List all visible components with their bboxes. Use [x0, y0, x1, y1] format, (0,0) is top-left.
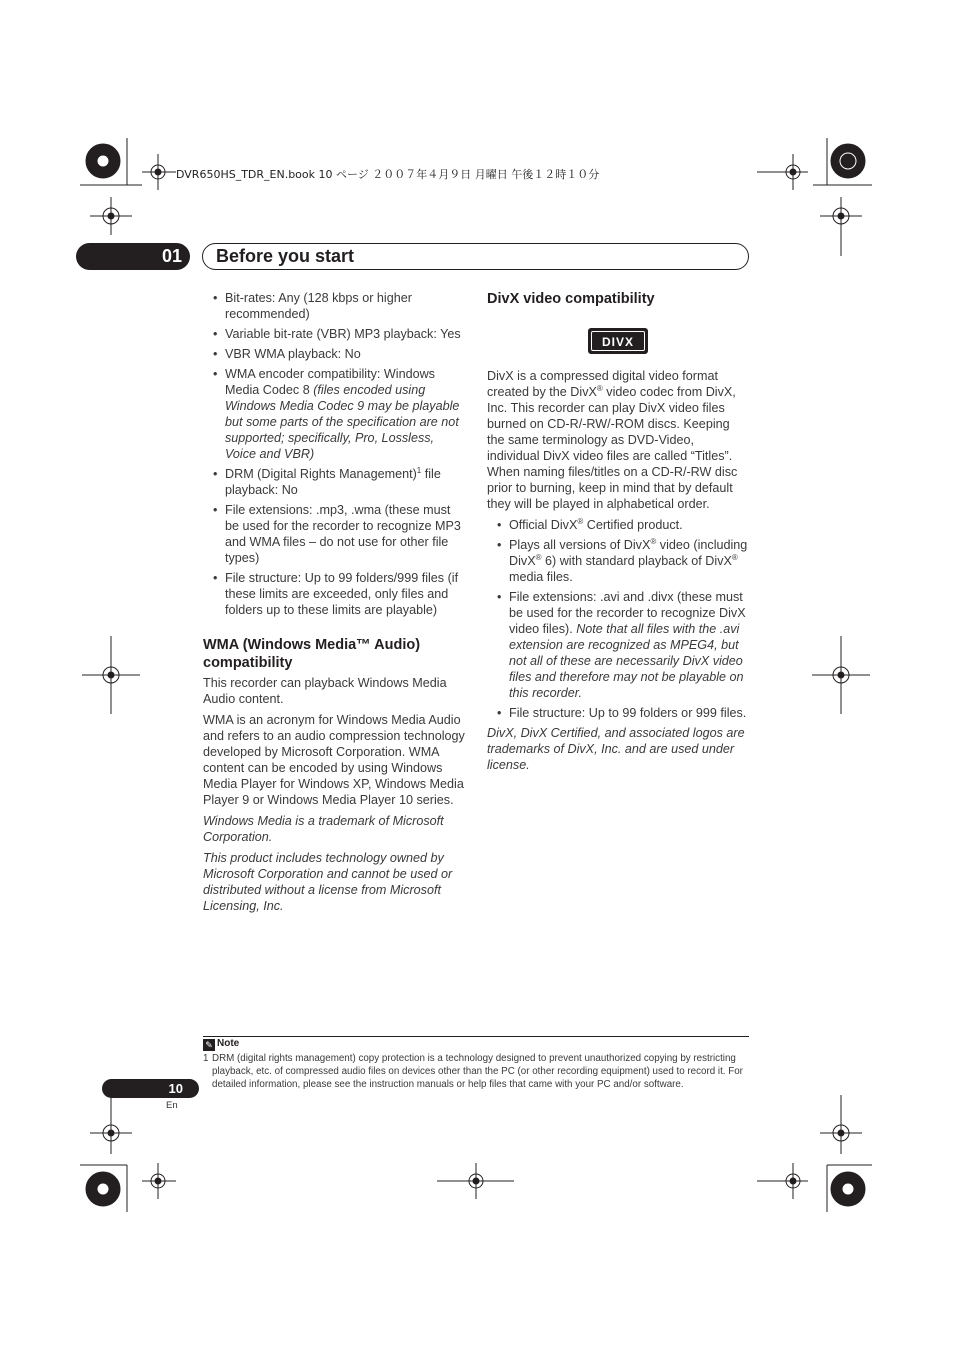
- page-language: En: [166, 1100, 178, 1111]
- left-column: [203, 290, 465, 919]
- list-item: • Variable bit-rate (VBR) MP3 playback: Yes: [203, 326, 465, 342]
- divx-heading: DivX video compatibility: [487, 291, 655, 307]
- chapter-title: Before you start: [202, 243, 749, 270]
- paragraph: [487, 368, 749, 512]
- audio-spec-list: [203, 290, 465, 618]
- registered-mark: ®: [650, 537, 657, 546]
- paragraph: WMA is an acronym for Windows Media Audio and refers to an audio compression technology developed by Microsoft Corporation. WMA content can be encoded by using Windows Media Player for Windows XP, Windows Media Player 9 or Windows Media Player 10 series.: [203, 713, 465, 807]
- paragraph: This recorder can playback Windows Media Audio content.: [203, 676, 447, 706]
- list-item: [487, 537, 749, 585]
- registered-mark: ®: [731, 553, 738, 562]
- text: video (including DivX: [509, 538, 748, 568]
- list-item: • File structure: Up to 99 folders or 999 files.: [487, 705, 749, 721]
- list-item: [487, 589, 749, 701]
- list-item: • VBR WMA playback: No: [203, 346, 465, 362]
- registered-mark: ®: [577, 517, 584, 526]
- note-label: [203, 1038, 239, 1051]
- divx-logo-text: DIVX: [591, 331, 645, 351]
- text: media files.: [509, 570, 573, 584]
- list-item: [203, 366, 465, 462]
- right-column: [487, 290, 749, 311]
- note-label-text: Note: [217, 1038, 240, 1049]
- list-item: • File structure: Up to 99 folders/999 files (if these limits are exceeded, only files and folders up to these limits are playable): [203, 570, 465, 618]
- trademark-note: Windows Media is a trademark of Microsoft Corporation.: [203, 814, 444, 844]
- divx-intro-text: DivX is a compressed digital video format created by the DivX: [487, 369, 718, 399]
- footnote-ref: 1: [416, 466, 422, 475]
- footnote-text: DRM (digital rights management) copy protection is a technology designed to prevent unauthorized copying by restricting playback, etc. of compressed audio files on devices other than the PC (or other recording equipment) used to record it. For detailed information, please see the instruction manuals or help files that came with your PC and/or software.: [212, 1053, 743, 1090]
- list-item: [203, 466, 465, 498]
- chapter-number-tab: 01: [76, 243, 190, 270]
- right-column-body: [487, 368, 749, 778]
- page-number: 10: [102, 1079, 199, 1098]
- registered-mark: ®: [596, 384, 603, 393]
- divx-trademark-note: DivX, DivX Certified, and associated logos are trademarks of DivX, Inc. and are used under license.: [487, 726, 745, 772]
- drm-text: DRM (Digital Rights Management): [225, 467, 417, 481]
- book-info-header: DVR650HS_TDR_EN.book 10 ページ ２００７年４月９日 月曜日 午後１２時１０分: [176, 168, 600, 181]
- italic-note: Note that all files with the .avi extension are recognized as MPEG4, but not all of these are necessarily DivX video files and therefore may not be playable on this recorder.: [509, 622, 744, 700]
- text: Plays all versions of DivX: [509, 538, 651, 552]
- wma-encoder-note: (files encoded using Windows Media Codec 9 may be playable but some parts of the specification are not supported; specifically, Pro, Lossless, Voice and VBR): [225, 383, 460, 461]
- note-pencil-icon: ✎: [203, 1039, 215, 1051]
- text: File extensions: .avi and .divx (these must be used for the recorder to recognize DivX video files).: [509, 590, 746, 636]
- note-divider: [203, 1036, 749, 1037]
- footnote-number: 1: [203, 1053, 209, 1064]
- text: Official DivX: [509, 518, 578, 532]
- text: 6) with standard playback of DivX: [541, 554, 732, 568]
- list-item: [487, 517, 749, 533]
- divx-logo: [588, 328, 648, 354]
- list-item: • File extensions: .mp3, .wma (these must be used for the recorder to recognize MP3 and WMA files – do not use for other file types): [203, 502, 465, 566]
- text: Certified product.: [583, 518, 683, 532]
- license-note: This product includes technology owned by Microsoft Corporation and cannot be used or distributed without a license from Microsoft Licensing, Inc.: [203, 851, 453, 913]
- divx-spec-list: [487, 517, 749, 721]
- wma-heading: WMA (Windows Media™ Audio) compatibility: [203, 637, 421, 671]
- list-item: • Bit-rates: Any (128 kbps or higher recommended): [203, 290, 465, 322]
- drm-text-end: file playback: No: [225, 467, 441, 497]
- divx-intro-text-end: video codec from DivX, Inc. This recorder can play DivX video files burned on CD-R/-RW/-ROM discs. Keeping the same terminology as DVD-Video, individual DivX video files are called “Titles”. When naming files/titles on a CD-R/-RW disc prior to burning, keep in mind that by default they will be played in alphabetical order.: [487, 385, 738, 511]
- footnote: [203, 1052, 751, 1091]
- registered-mark: ®: [535, 553, 542, 562]
- wma-encoder-text: WMA encoder compatibility: Windows Media Codec 8: [225, 367, 435, 397]
